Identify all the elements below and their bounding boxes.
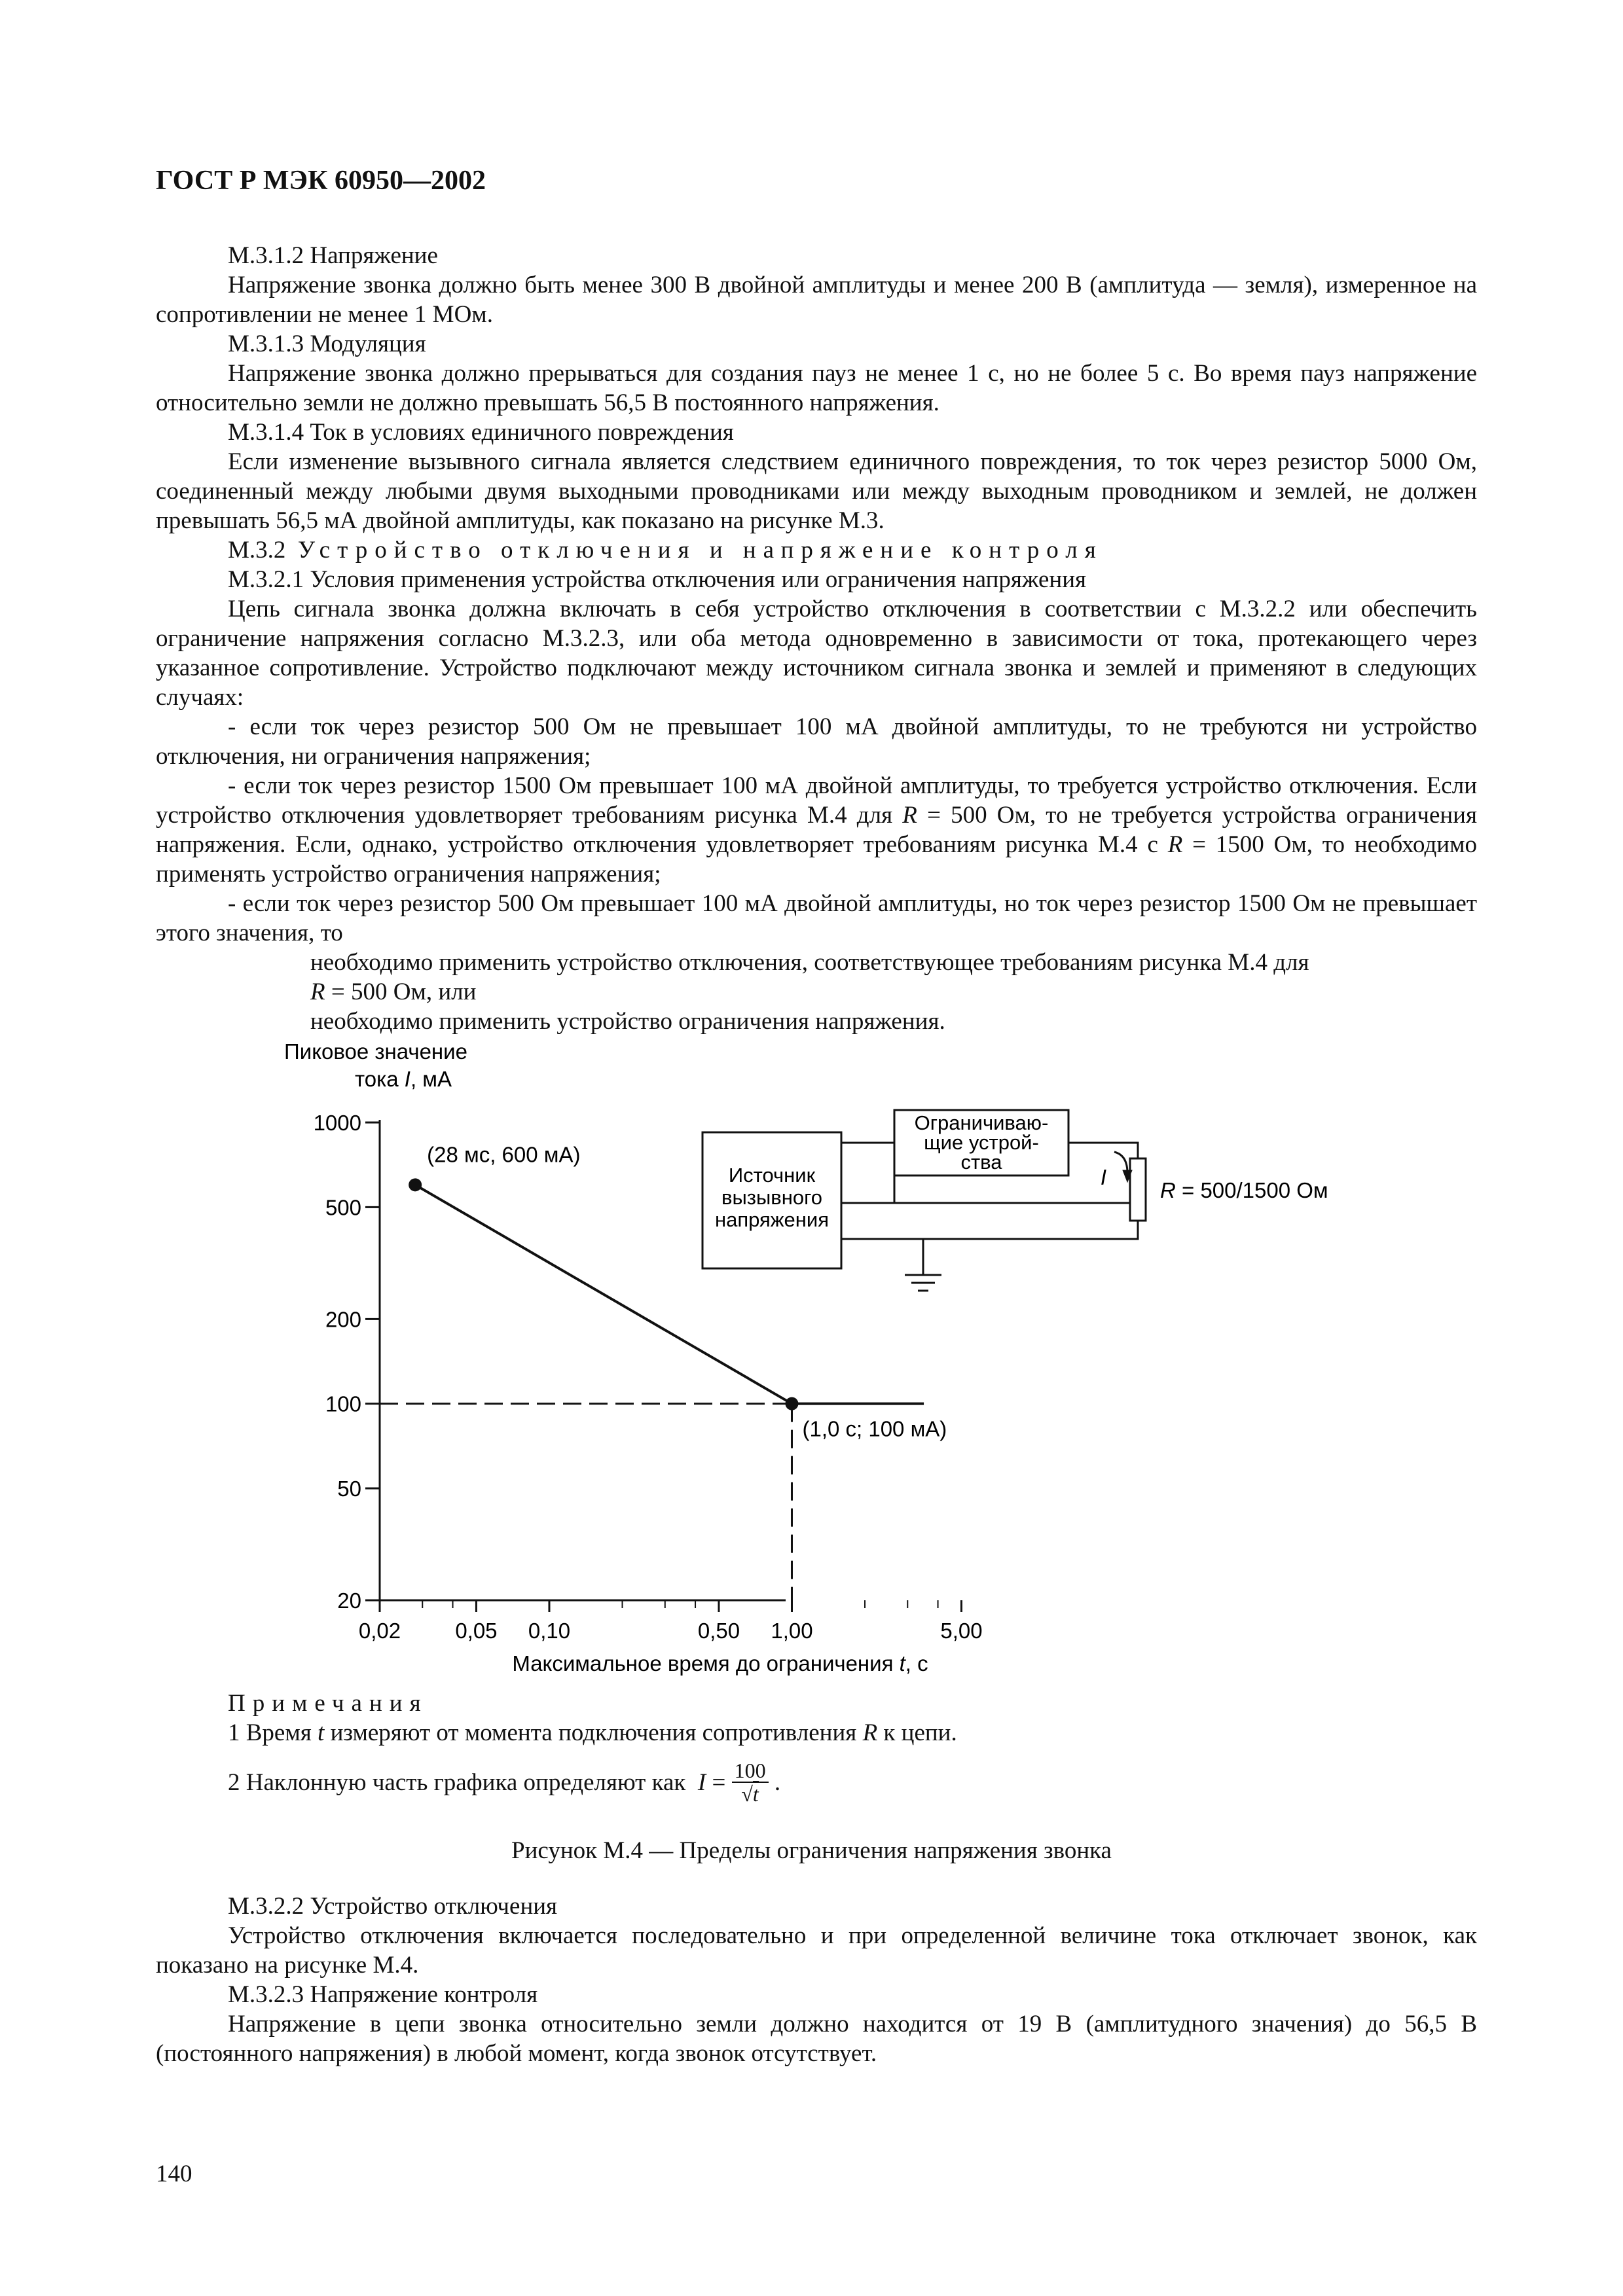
- paragraph: Напряжение звонка должно быть менее 300 В двойной амплитуды и менее 200 В (амплитуда — земля), измеренное на сопротивлении не менее 1 МОм.: [156, 272, 1477, 328]
- y-axis-label-line2: тока I, мА: [355, 1067, 452, 1091]
- figure-notes: [228, 1689, 957, 1805]
- y-tick-label: 200: [325, 1307, 361, 1332]
- y-tick-label: 100: [325, 1391, 361, 1416]
- note-1: 1 Время t измеряют от момента подключения сопротивления R к цепи.: [228, 1719, 957, 1746]
- data-point: [785, 1397, 798, 1410]
- limiter-label-line3: ства: [960, 1151, 1002, 1174]
- body-text-2: [156, 1892, 1477, 2068]
- resistor-label: R = 500/1500 Ом: [1160, 1178, 1328, 1202]
- formula-fraction: $\frac{100}{√t}$: [732, 1759, 769, 1805]
- section-m3-1-4: М.3.1.4 Ток в условиях единичного повреждения: [228, 419, 734, 446]
- y-axis-label-line1: Пиковое значение: [284, 1039, 467, 1064]
- paragraph: Цепь сигнала звонка должна включать в себя устройство отключения в соответствии с М.3.2.2 или обеспечить ограничение напряжения согласно М.3.2.3, или оба метода одновременно в зависимости от тока, протекающего через указанное сопротивление. Устройство подключают между источником сигнала звонка и землей и применяют в следующих случаях:: [156, 596, 1477, 711]
- current-label: I: [1100, 1165, 1106, 1189]
- x-tick-label: 0,50: [697, 1619, 740, 1643]
- source-label-line3: напряжения: [714, 1208, 830, 1231]
- x-tick-label: 5,00: [940, 1619, 983, 1643]
- current-arrow: [1114, 1152, 1127, 1173]
- list-item: - если ток через резистор 500 Ом не превышает 100 мА двойной амплитуды, то не требуются ни устройство отключения, ни ограничения напряжения;: [156, 713, 1477, 770]
- paragraph: Устройство отключения включается последовательно и при определенной величине тока отключает звонок, как показано на рисунке М.4.: [156, 1922, 1477, 1979]
- paragraph: Напряжение в цепи звонка относительно земли должно находится от 19 В (амплитудного значения) до 56,5 В (постоянного напряжения) в любой момент, когда звонок отсутствует.: [156, 2011, 1477, 2067]
- section-m3-1-2: М.3.1.2 Напряжение: [228, 242, 438, 269]
- x-tick-label: 1,00: [771, 1619, 813, 1643]
- source-label-line2: вызывного: [721, 1186, 822, 1209]
- data-point-label: (1,0 с; 100 мА): [802, 1416, 947, 1441]
- x-tick-label: 0,05: [455, 1619, 498, 1643]
- x-tick-label: 0,02: [358, 1619, 401, 1643]
- y-tick-label: 50: [337, 1477, 361, 1501]
- source-label-line1: Источник: [728, 1164, 816, 1187]
- list-item: - если ток через резистор 1500 Ом превышает 100 мА двойной амплитуды, то требуется устройство отключения. Если устройство отключения удовлетворяет требованиям рисунка М.4 для R = 500 Ом, то не требуется устройства ограничения напряжения. Если, однако, устройство отключения удовлетворяет требованиям рисунка М.4 с R = 1500 Ом, то необходимо применять устройство ограничения напряжения;: [156, 772, 1478, 888]
- formula-i: I: [697, 1768, 706, 1796]
- limiter-label-line2: щие устрой-: [924, 1131, 1039, 1154]
- section-m3-2-1: М.3.2.1 Условия применения устройства отключения или ограничения напряжения: [228, 566, 1087, 593]
- data-point: [409, 1178, 422, 1191]
- data-point-label: (28 мс, 600 мА): [427, 1142, 581, 1167]
- section-m3-2-2: М.3.2.2 Устройство отключения: [228, 1893, 558, 1920]
- limiter-label-line1: Ограничиваю-: [914, 1111, 1049, 1134]
- document-header: ГОСТ Р МЭК 60950—2002: [156, 166, 486, 196]
- circuit-diagram: [702, 1110, 1328, 1291]
- x-axis-label: Максимальное время до ограничения t, с: [512, 1651, 928, 1676]
- y-tick-label: 1000: [313, 1111, 361, 1135]
- paragraph: Напряжение звонка должно прерываться для создания пауз не менее 1 с, но не более 5 с. Во время пауз напряжение относительно земли не должно превышать 56,5 В постоянного напряжения.: [156, 360, 1477, 416]
- chart: [284, 1039, 983, 1676]
- section-title: Устройство отключения и напряжение контроля: [297, 537, 1103, 564]
- section-number: М.3.2: [228, 537, 286, 564]
- note-2: 2 Наклонную часть графика определяют как I = $\frac{100}{√t}$ .: [228, 1759, 781, 1806]
- figure-caption: Рисунок М.4 — Пределы ограничения напряжения звонка: [511, 1837, 1112, 1864]
- section-m3-2-3: М.3.2.3 Напряжение контроля: [228, 1981, 538, 2008]
- list-item: - если ток через резистор 500 Ом превышает 100 мА двойной амплитуды, но ток через резистор 1500 Ом не превышает этого значения, то: [156, 890, 1477, 946]
- figure-m4: [0, 1021, 1623, 1676]
- body-text: [156, 241, 1477, 1036]
- series-line-limit: [415, 1185, 924, 1403]
- list-subitem: необходимо применить устройство отключения, соответствующее требованиям рисунка М.4 для R = 500 Ом, или: [310, 949, 1309, 1005]
- paragraph: Если изменение вызывного сигнала является следствием единичного повреждения, то ток через резистор 5000 Ом, соединенный между любыми двумя выходными проводниками или между выходным проводником и землей, не должен превышать 56,5 мА двойной амплитуды, как показано на рисунке М.3.: [156, 448, 1477, 534]
- y-tick-label: 500: [325, 1195, 361, 1220]
- y-tick-label: 20: [337, 1588, 361, 1613]
- list-subitem: необходимо применить устройство ограничения напряжения.: [310, 1008, 945, 1035]
- wire: [841, 1217, 1138, 1239]
- resistor: [1130, 1158, 1146, 1221]
- notes-heading: Примечания: [228, 1690, 428, 1717]
- page-number: 140: [156, 2161, 192, 2187]
- x-tick-label: 0,10: [528, 1619, 571, 1643]
- section-m3-2: [156, 535, 1477, 565]
- section-m3-1-3: М.3.1.3 Модуляция: [228, 331, 426, 357]
